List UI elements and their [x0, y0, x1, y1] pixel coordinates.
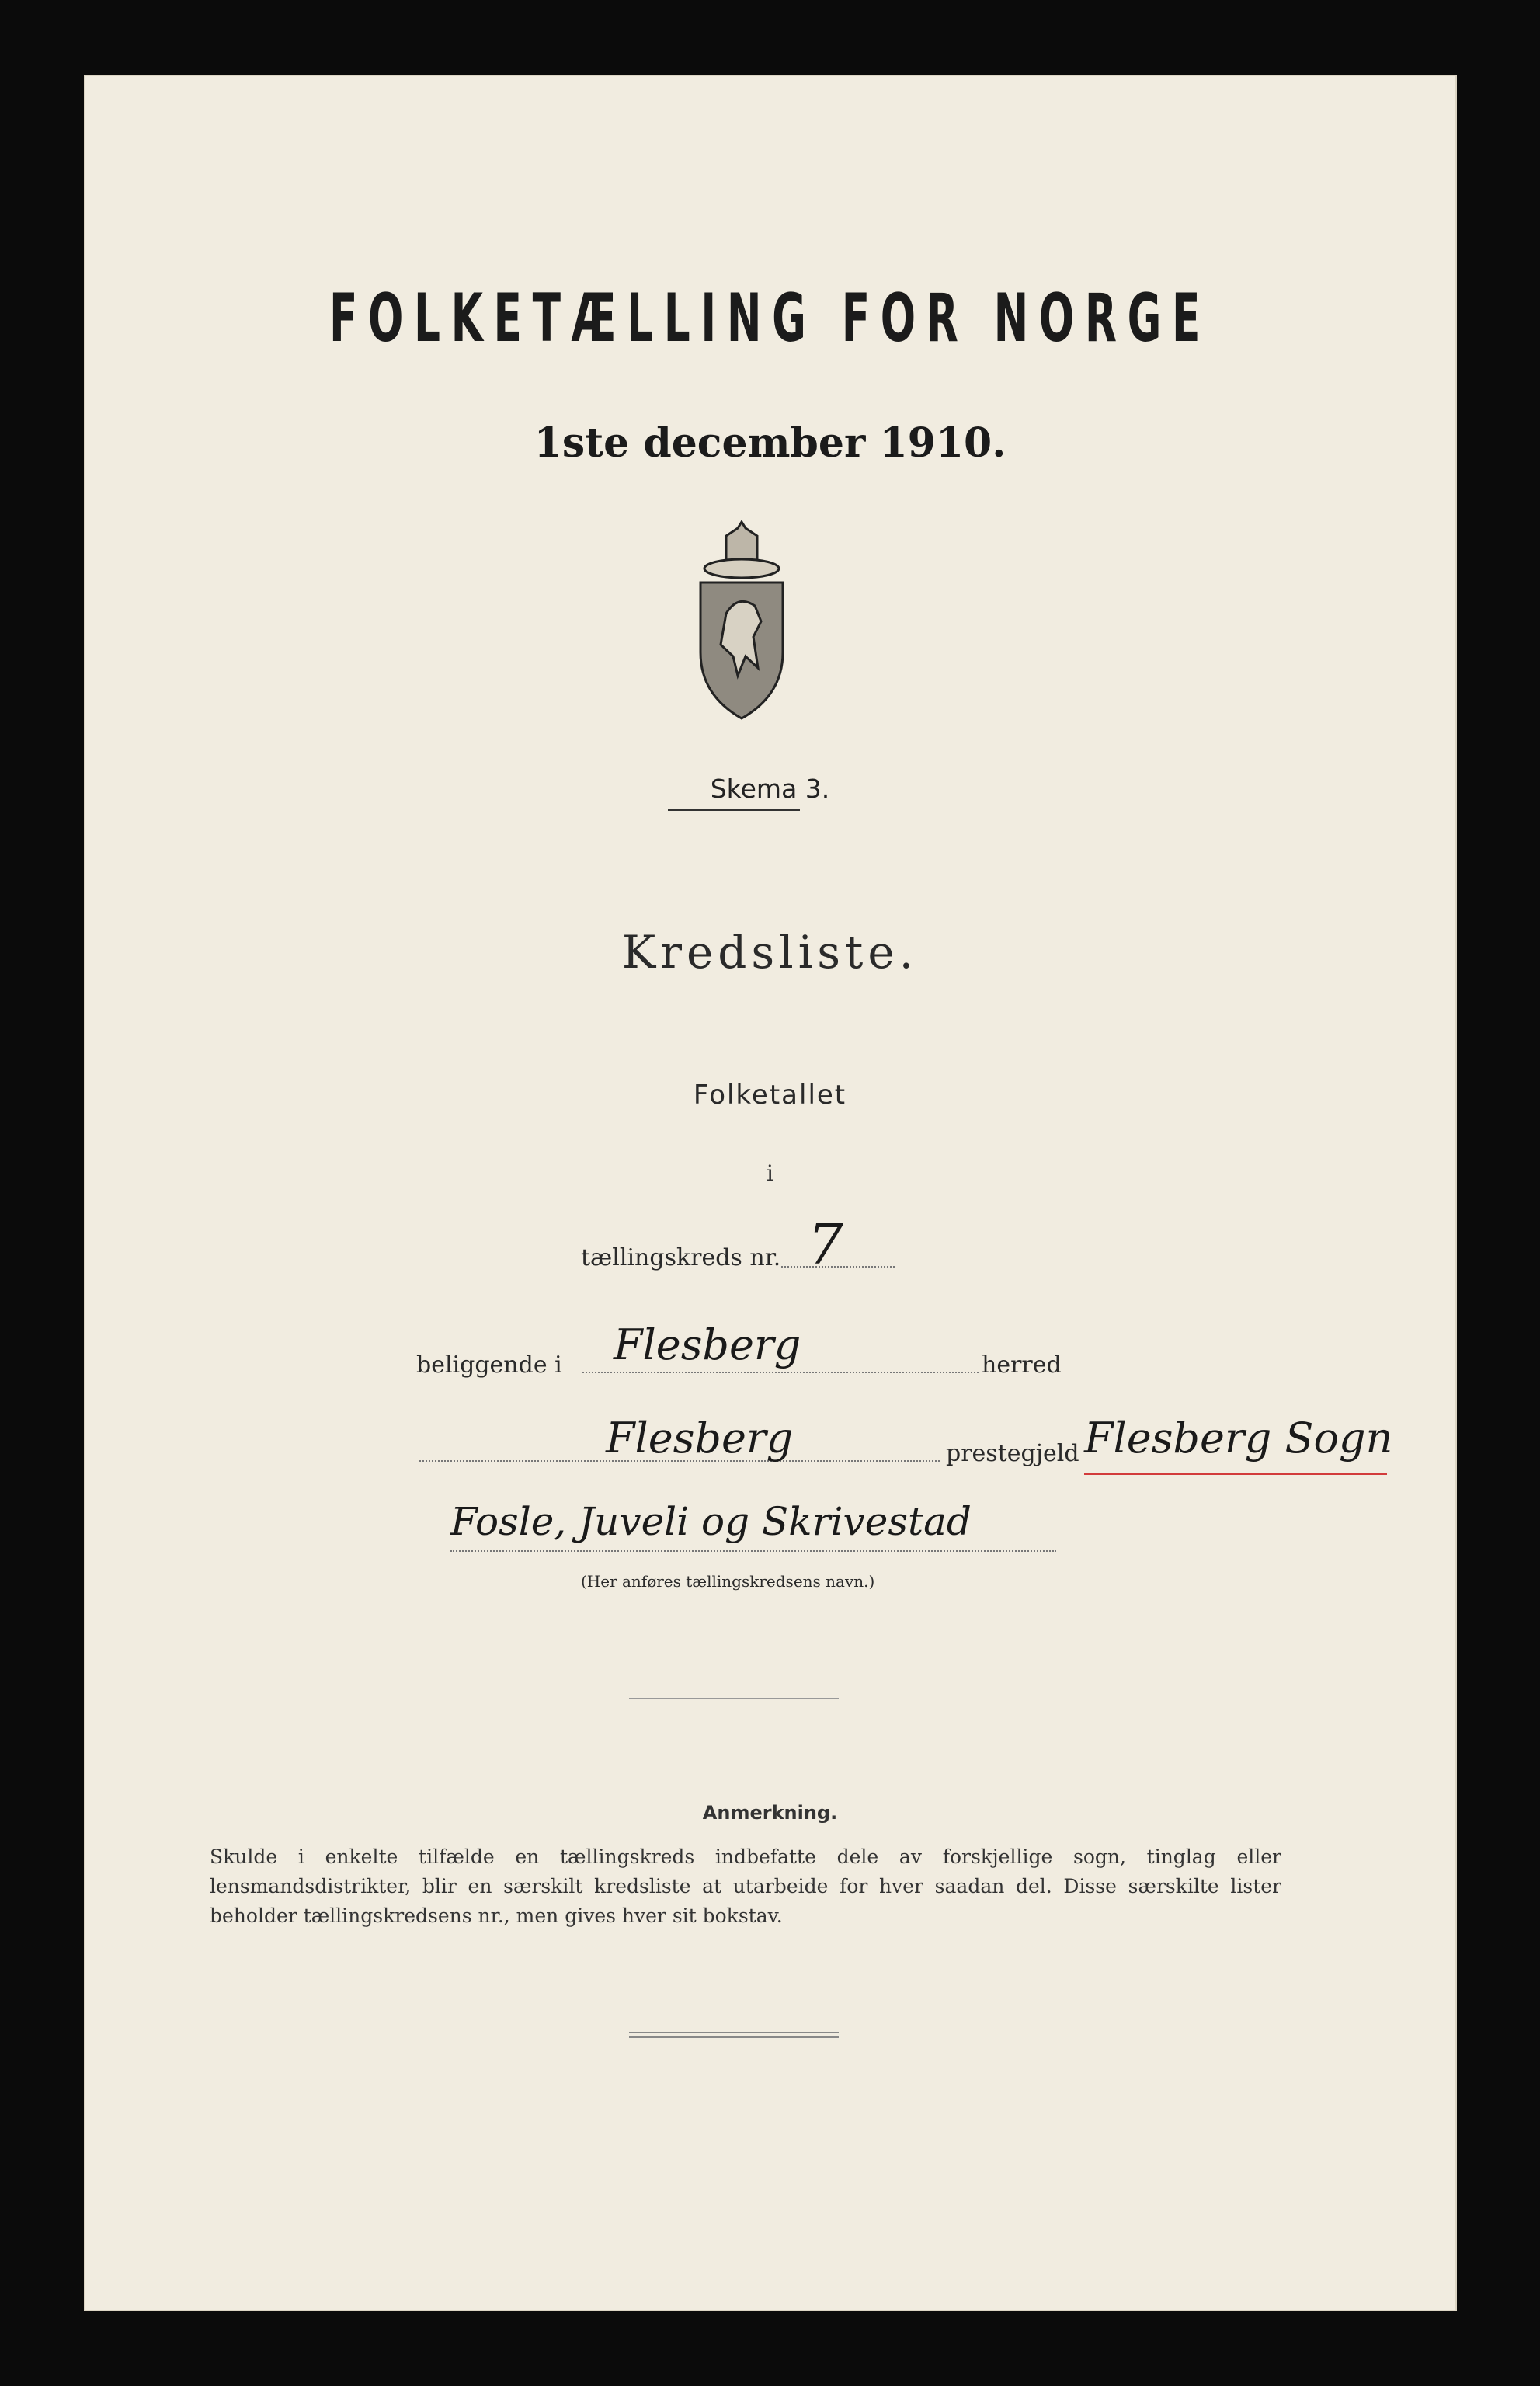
located-label: beliggende i	[416, 1351, 562, 1379]
divider-top	[629, 1698, 839, 1699]
norwegian-coat-of-arms-icon	[683, 520, 800, 722]
parish-label: prestegjeld	[946, 1440, 1079, 1467]
schema-underline	[668, 809, 800, 811]
divider-bottom-2	[629, 2036, 839, 2038]
connector-text: i	[767, 1160, 773, 1186]
list-title: Kredsliste.	[621, 926, 919, 979]
district-name-caption: (Her anføres tællingskredsens navn.)	[581, 1572, 875, 1591]
divider-bottom-1	[629, 2032, 839, 2033]
parish-value: Flesberg	[606, 1414, 794, 1463]
district-name-dotline	[450, 1550, 1056, 1552]
parish-note: Flesberg Sogn	[1084, 1414, 1393, 1463]
note-heading: Anmerkning.	[702, 1802, 838, 1824]
subtitle: Folketallet	[693, 1080, 847, 1111]
herred-label: herred	[982, 1351, 1062, 1379]
district-name-value: Fosle, Juveli og Skrivestad	[450, 1499, 972, 1544]
census-date: 1ste december 1910.	[534, 419, 1006, 467]
schema-number: Skema 3.	[710, 774, 830, 804]
red-underline	[1084, 1473, 1387, 1475]
located-dotline	[582, 1372, 979, 1373]
district-number-label: tællingskreds nr.	[581, 1244, 781, 1271]
note-text: Skulde i enkelte tilfælde en tællingskreds indbefatte dele av forskjellige sogn, tinglag eller lensmandsdistrikter, blir en særskilt kredsliste at utarbeide for hver saadan del. Disse særskilte lister beholder tællingskredsens nr., men gives hver sit bokstav.	[210, 1845, 1281, 1927]
located-value: Flesberg	[614, 1320, 801, 1369]
page-title: FOLKETÆLLING FOR NORGE	[329, 280, 1211, 357]
document-page	[84, 75, 1457, 2311]
district-number-value: 7	[808, 1212, 843, 1277]
